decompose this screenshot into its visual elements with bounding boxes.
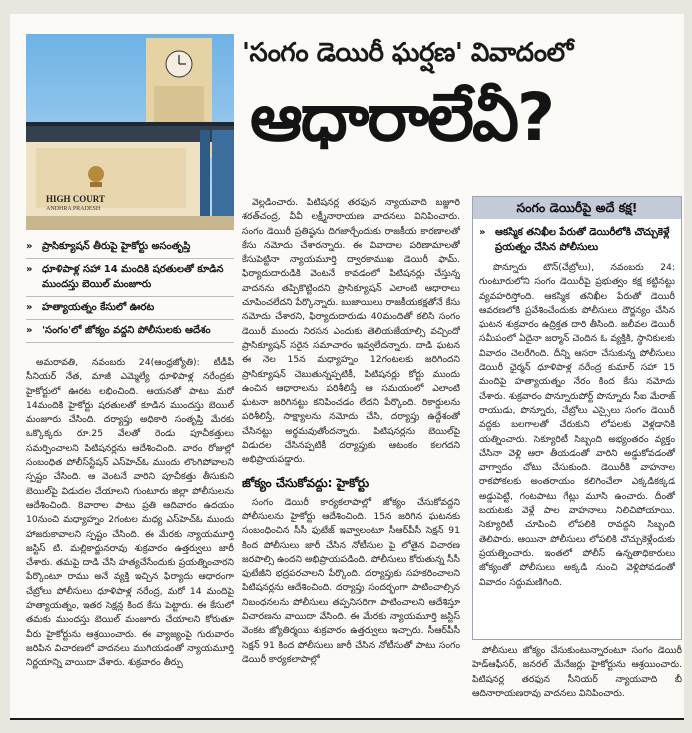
article-paragraph: వెల్లడించారు. పిటిషనర్ల తరఫున న్యాయవాది బజ్జూరి శరత్‌చంద్ర, వీవీ లక్ష్మీనారాయణ వాదనలు వినిపించారు. సంగం డెయిరీ ప్రతిష్ఠను దిగజార్చేందుకు రాజకీయ కారణాలతో కేసు నమోదు చేశారన్నారు. ఈ వివాదాల పరిణామాలతో కేసుపెట్టినా న్యాయమూర్తి ద్వారకాముఖ డెయిరీ ఫామ్. ఫిర్యాదుదారుడికి వెంటనే కావడంలో పిటిషనర్లు చేస్తున్న వాదనను తప్పికొట్టిందని ప్రాసిక్యూషన్ ఎలాంటి ఆధారాలు చూపించలేదని పేర్కొన్నారు. బుజాయిలు రాజకీయకక్షతోనే కేసు నమోదు చేశారని, ఫిర్యాదుదారుడు 40మందితో కలిసి సంగం డెయిరీ ముందు నిరసన ఎందుకు తెలియజేయాల్సి వచ్చిందో ప్రాసిక్యూషన్ సరైన సమాచారం ఇవ్వలేదన్నారు. దాడి ఘటన ఈ నెల 15న మధ్యాహ్నం 12గంటలకు జరిగిందని ప్రాసిక్యూషన్ చెబుతున్నప్పటికీ, పిటిషనర్లు కోర్టు ముందు ఉంచిన ఆధారాలను పరిశీలిస్తే ఆ సమయంలో ఎలాంటి ఘటనా జరిగినట్టు కనిపించడం లేదని పేర్కొంది. రికార్డులను పరిశీలిస్తే, సాక్ష్యాలను నమోదు చేసి, దర్యాప్తు ఉద్దేశంతో చేసినట్టు అర్థమవుతోందన్నారు. పిటిషనర్లను బెయిల్‌పై విడుదల చేసినప్పటికీ దర్యాప్తుకు ఆటంకం కలగదని అభిప్రాయపడ్డారు. — [242, 197, 460, 466]
article-column-1 — [26, 356, 234, 716]
highlight-item: » ధూళిపాళ్ల సహా 14 మందికి షరతులతో కూడిన ముందస్తు బెయిల్ మంజూరు — [26, 259, 234, 297]
svg-text:ANDHRA PRADESH: ANDHRA PRADESH — [46, 206, 101, 212]
article-column-4 — [472, 644, 682, 716]
double-chevron-icon: » — [26, 264, 33, 275]
article-paragraph: సంగం డెయిరీ కార్యకలాపాల్లో జోక్యం చేసుకోవద్దని పోలీసులను హైకోర్టు ఆదేశించింది. 15న జరిగిన ఘటనకు సంబంధించిన సీసీ ఫుటేజ్ ఇవ్వాలంటూ సీఆర్‌పీసీ సెక్షన్ 91 కింద పోలీసులు జారీ చేసిన నోటీసుల పై లోతైన విచారణ జరపాల్సి ఉందని అభిప్రాయపడింది. పోలీసులు కోరుతున్న సీసీ ఫుటేజీని భద్రపరచాలని పేర్కొంది. దర్యాప్తుకు సహకరించాలని పిటిషనర్లను ఆదేశించింది. దర్యాప్తు సందర్భంగా పాటించాల్సిన నిబంధనలను పోలీసులు తప్పనిసరిగా పాటించాలని ఆదేశిస్తూ విచారణను వాయిదా వేసింది. ఈ మేరకు న్యాయమూర్తి జస్టిస్ వెంకట జ్యోతిర్మయి శుక్రవారం ఉత్తర్వులు ఇచ్చారు. సీఆర్‌పీసీ సెక్షన్ 91 కింద పోలీసులు జారీ చేసిన నోటీసుతో పాటు సంగం డెయిరీ కార్యకలాపాల్లో — [242, 496, 460, 665]
sidebar-story-title: సంగం డెయిరీపై అదే కక్ష! — [473, 197, 681, 219]
highlights-list — [26, 236, 234, 343]
article-paragraph: పోలీసులు జోక్యం చేసుకుంటున్నారంటూ సంగం డెయిరీ హెడ్‌ఆఫీసర్, జనరల్ మేనేజర్లు హైకోర్టును ఆశ్రయించారు. పిటిషనర్ల తరఫున సీనియర్ న్యాయవాది బీ ఆదినారాయణరావు వాదనలు వినిపించారు. — [472, 645, 682, 699]
sidebar-story-box — [472, 196, 682, 640]
highlight-item: » హత్యాయత్నం కేసులో ఊరట — [26, 297, 234, 320]
sidebar-story-body: పొన్నూరు టౌన్(చేబ్రోలు), నవంబరు 24: గుంటూరులోని సంగం డెయిరీపై ప్రభుత్వం కక్ష కట్టినట్టు వ్యవహరిస్తోంది. ఆకస్మిక తనిఖీల పేరుతో డెయిరీ ఆవరణలోకి ప్రవేశించేందుకు పోలీసులు దౌర్జన్యం చేసిన ఘటన శుక్రవారం ఉద్రిక్తత దారి తీసింది. జలీవల డెయిరీ సమీపంలో ఏదైనా జర్మాన్ చెందిన ఓ వ్యక్తికి, స్థానికులకు వివాదం చెలరేగింది. దీన్ని ఆసరా చేసుకున్న పోలీసులు డెయిరీ ఛైర్మన్ ధూళిపాళ్ల నరేంద్ర కుమార్ సహా 15 మందిపై హత్యాయత్నం నేరం కింద కేసు నమోదు చేశారు. శుక్రవారం పొన్నూరుపోర్ట్ పొన్నూరు సీఐ మేరాజ్ రాయుడు, పొన్నూరు, చేబ్రోలు ఎస్సైలు సంగం డెయిరీ వద్దకు బలగాలతో చేరుకుని లోపలకు వెళ్లడానికి యత్నించారు. సెక్యూరిటీ సిబ్బంది అభ్యంతరం వ్యక్తం చేసినా వెళ్లి ఆరా తీయడంతో వారిని అడ్డుకోవడంతో వాగ్వాదం చోటు చేసుకుంది. డెయిరీకి వాహనాల రాకపోకలకు అంతరాయం కలిగించేలా ఎక్కడికక్కడ అడ్డుపెట్టి, గంటపాటు గేట్లు మూసి ఉంచారు. దీంతో బయటకు వెళ్లే పాల వాహనాలు నిలిచిపోయాయి. సెక్యూరిటీ చూపించి లోపలికి రావద్దని సిబ్బంది తెలిపారు. ఆయినా పోలీసులు లోపలికి చొచ్చుకెళ్లేందుకు ప్రయత్నించారు. ఇంతలో పోలీస్ ఉన్నతాధికారులు జోక్యంతో పోలీసులు అక్కడి నుంచి వెళ్లిపోవడంతో వివాదం సద్దుమణిగింది. — [479, 262, 675, 588]
svg-text:HIGH COURT: HIGH COURT — [46, 194, 105, 204]
high-court-photo — [26, 34, 234, 230]
bottom-divider — [10, 718, 684, 720]
double-chevron-icon: » — [26, 302, 33, 313]
headline-title: ఆధారాలేవీ? — [250, 79, 554, 156]
section-subheading: జోక్యం చేసుకోవద్దు: హైకోర్టు — [242, 475, 370, 490]
headline-block — [242, 36, 682, 166]
high-court-building-image — [26, 34, 234, 230]
newspaper-page — [10, 14, 684, 720]
highlight-item: » ప్రాసిక్యూషన్ తీరుపై హైకోర్టు అసంతృప్తి — [26, 236, 234, 259]
sidebar-story-deck: » ఆకస్మిక తనిఖీల పేరుతో డెయిరీలోకి చొచ్చుకెళ్లే ప్రయత్నం చేసిన పోలీసులు — [479, 227, 670, 253]
article-column-2 — [242, 196, 460, 716]
double-chevron-icon: » — [26, 325, 33, 336]
double-chevron-icon: » — [26, 241, 33, 252]
article-paragraph: అమరావతి, నవంబరు 24(ఆంధ్రజ్యోతి): టీడీపీ సీనియర్ నేత, మాజీ ఎమ్మెల్యే ధూళిపాళ్ల నరేంద్రకు హైకోర్టులో ఊరట లభించింది. ఆయనతో పాటు మరో 14మందికి హైకోర్టు షరతులతో కూడిన ముందస్తు బెయిల్ మంజూరు చేసింది. దర్యాప్తు అధికారి సంతృప్తి మేరకు ఒక్కొక్కరు రూ.25 వేలతో రెండు పూచీకత్తులు సమర్పించాలని పిటిషనర్లను ఆదేశించింది. వారం రోజుల్లో సంబంధిత పోలీస్‌స్టేషన్ ఎస్‌హెచ్‌ఓ ముందు లొంగిపోవాలని స్పష్టం చేసింది. ఆ వెంటనే వారిని పూచీకత్తు తీసుకుని బెయిల్‌పై విడుదల చేయాలని గుంటూరు జిల్లా పోలీసులను ఆదేశించింది. 8వారాల పాటు ప్రతి ఆదివారం ఉదయం 10నుంచి మధ్యాహ్నం 2గంటల మధ్య ఎస్‌హెచ్‌ఓ ముందు హాజరుకావాలని స్పష్టం చేసింది. ఈ మేరకు న్యాయమూర్తి జస్టిస్ టి. మల్లికార్జునరావు శుక్రవారం ఉత్తర్వులు జారీ చేశారు. తమపై దాడి చేసి హత్యచేసేందుకు ప్రయత్నించారని పేర్కొంటూ రాము అనే వ్యక్తి ఇచ్చిన ఫిర్యాదు ఆధారంగా చేబ్రోలు పోలీసులు ధూళిపాళ్ల నరేంద్ర, మరో 14 మందిపై హత్యాయత్నం, ఇతర సెక్షన్ల కింద కేసు పెట్టారు. ఈ కేసులో తమకు ముందస్తు బెయిల్ మంజూరు చేయాలని కోరుతూ వీరు హైకోర్టును ఆశ్రయించారు. ఈ వ్యాజ్యంపై గురువారం జరిపిన విచారణలో వాదనలు ముగియడంతో న్యాయమూర్తి నిర్ణయాన్ని వాయిదా వేశారు. శుక్రవారం తీర్పు — [26, 357, 234, 669]
double-chevron-icon: » — [479, 227, 486, 238]
headline-kicker: 'సంగం డెయిరీ ఘర్షణ' వివాదంలో — [242, 38, 573, 68]
highlight-item: » 'సంగం'లో జోక్యం వద్దని పోలీసులకు ఆదేశం — [26, 320, 234, 343]
